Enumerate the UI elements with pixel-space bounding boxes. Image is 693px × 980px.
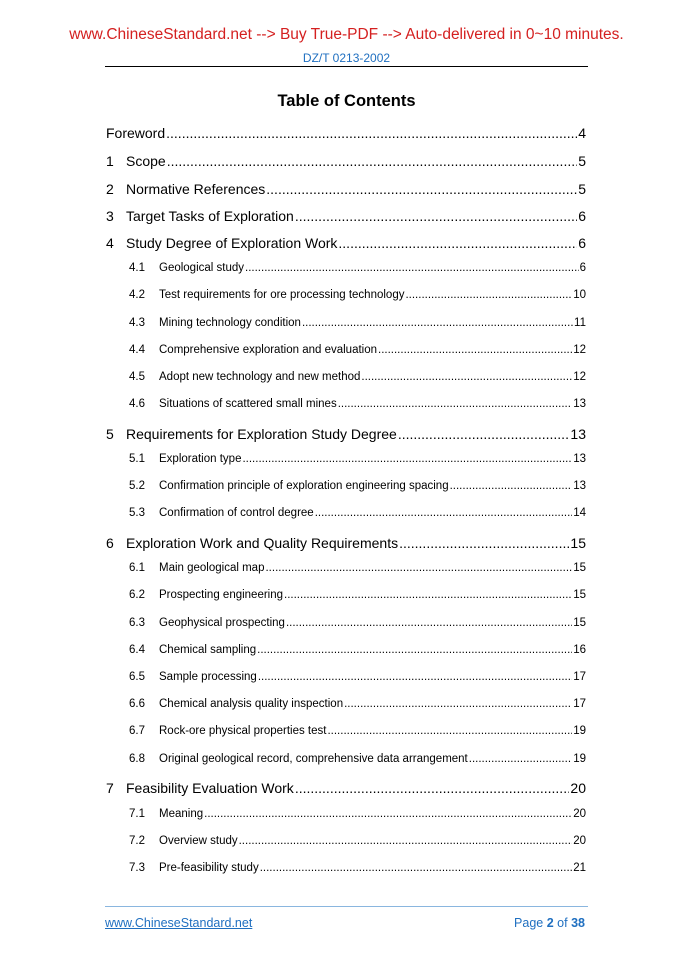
toc-dot-leader [338,235,577,251]
toc-entry-number: 1 [106,153,114,169]
toc-entry-page: 10 [573,289,586,301]
toc-entry-page: 4 [578,125,586,141]
toc-entry-number: 5.2 [129,480,145,492]
toc-entry-number: 6.5 [129,671,145,683]
toc-entry-number: 4.1 [129,262,145,274]
toc-entry-page: 19 [573,753,586,765]
toc-entry-number: 7.1 [129,808,145,820]
toc-entry-label: Requirements for Exploration Study Degree [126,426,397,442]
toc-entry-number: 5.3 [129,507,145,519]
toc-entry[interactable] [106,507,586,519]
toc-entry-page: 15 [570,535,586,551]
toc-entry-label: Geological study [159,262,245,274]
toc-entry-page: 13 [573,398,586,410]
toc-entry-page: 13 [573,453,586,465]
toc-entry-number: 5.1 [129,453,145,465]
toc-entry[interactable] [106,808,586,820]
toc-title: Table of Contents [277,92,416,110]
toc-entry[interactable] [106,835,586,847]
toc-entry[interactable] [106,780,586,796]
toc-entry-number: 6 [106,535,114,551]
toc-entry-page: 5 [578,181,586,197]
toc-entry-number: 3 [106,208,114,224]
toc-entry-number: 6.1 [129,562,145,574]
toc-entry[interactable] [106,289,586,301]
toc-entry-label: Feasibility Evaluation Work [126,780,294,796]
toc-entry[interactable] [106,344,586,356]
toc-entry-page: 11 [574,317,586,329]
toc-entry-page: 6 [578,208,586,224]
toc-dot-leader [361,371,572,383]
toc-entry-label: Pre-feasibility study [159,862,259,874]
toc-entry-number: 4.5 [129,371,145,383]
toc-entry-page: 15 [573,589,586,601]
toc-entry-page: 17 [573,671,586,683]
toc-entry-number: 2 [106,181,114,197]
toc-entry-label: Chemical sampling [159,644,257,656]
toc-entry[interactable] [106,371,586,383]
toc-entry-label: Sample processing [159,671,257,683]
toc-entry-label: Comprehensive exploration and evaluation [159,344,378,356]
toc-entry-label: Scope [126,153,166,169]
toc-dot-leader [284,589,572,601]
page-of: of [557,916,568,930]
toc-dot-leader [295,780,570,796]
toc-entry-label: Exploration type [159,453,242,465]
toc-entry-label: Study Degree of Exploration Work [126,235,338,251]
toc-entry-label: Meaning [159,808,204,820]
toc-dot-leader [257,644,572,656]
toc-entry[interactable] [106,235,586,251]
toc-entry[interactable] [106,589,586,601]
toc-entry-number: 4 [106,235,114,251]
toc-dot-leader [405,289,572,301]
toc-entry-label: Adopt new technology and new method [159,371,361,383]
toc-entry-number: 6.7 [129,725,145,737]
toc-entry[interactable] [106,725,586,737]
page-current: 2 [546,916,554,930]
toc-entry-page: 20 [573,835,586,847]
toc-dot-leader [239,835,573,847]
toc-dot-leader [295,208,577,224]
toc-dot-leader [286,617,572,629]
toc-entry-page: 6 [579,262,586,274]
toc-entry[interactable] [106,125,586,141]
toc-entry-label: Overview study [159,835,238,847]
toc-entry-page: 12 [573,371,586,383]
toc-entry-label: Test requirements for ore processing technology [159,289,405,301]
toc-entry[interactable] [106,262,586,274]
toc-entry-label: Situations of scattered small mines [159,398,337,410]
toc-entry-number: 6.6 [129,698,145,710]
toc-entry-label: Confirmation of control degree [159,507,314,519]
toc-entry[interactable] [106,426,586,442]
toc-entry[interactable] [106,562,586,574]
toc-entry-number: 4.3 [129,317,145,329]
toc-entry-page: 15 [573,562,586,574]
toc-entry[interactable] [106,535,586,551]
toc-entry[interactable] [106,753,586,765]
toc-entry-page: 20 [573,808,586,820]
toc-entry-number: 7.3 [129,862,145,874]
toc-entry[interactable] [106,480,586,492]
toc-dot-leader [344,698,572,710]
toc-entry[interactable] [106,153,586,169]
toc-dot-leader [399,535,569,551]
standard-code: DZ/T 0213-2002 [302,51,391,65]
toc-entry-page: 14 [573,507,586,519]
toc-dot-leader [266,181,577,197]
promo-banner[interactable]: www.ChineseStandard.net --> Buy True-PDF --> Auto-delivered in 0~10 minutes. [69,26,624,43]
toc-entry-number: 7 [106,780,114,796]
toc-entry-number: 6.4 [129,644,145,656]
toc-entry[interactable] [106,317,586,329]
page-total: 38 [571,916,585,930]
toc-dot-leader [398,426,570,442]
toc-entry-label: Confirmation principle of exploration engineering spacing [159,480,449,492]
toc-entry[interactable] [106,181,586,197]
toc-entry-number: 4.4 [129,344,145,356]
toc-dot-leader [204,808,572,820]
toc-dot-leader [327,725,572,737]
toc-entry[interactable] [106,862,586,874]
toc-entry-page: 13 [570,426,586,442]
toc-entry-page: 21 [573,862,586,874]
toc-dot-leader [166,125,577,141]
toc-entry-label: Mining technology condition [159,317,301,329]
toc-entry-label: Exploration Work and Quality Requirements [126,535,399,551]
toc-entry-page: 5 [578,153,586,169]
toc-entry-number: 4.6 [129,398,145,410]
toc-entry-label: Main geological map [159,562,265,574]
toc-entry-label: Target Tasks of Exploration [126,208,294,224]
toc-entry[interactable] [106,698,586,710]
toc-entry[interactable] [106,644,586,656]
toc-entry[interactable] [106,617,586,629]
page-label: Page [514,916,544,930]
toc-entry[interactable] [106,671,586,683]
toc-dot-leader [265,562,572,574]
toc-entry-label: Original geological record, comprehensive data arrangement [159,753,468,765]
footer-site-link[interactable]: www.ChineseStandard.net [105,916,253,930]
toc-dot-leader [338,398,573,410]
toc-entry-label: Chemical analysis quality inspection [159,698,344,710]
toc-entry-number: 6.3 [129,617,145,629]
toc-entry-label: Prospecting engineering [159,589,284,601]
toc-dot-leader [469,753,572,765]
toc-entry-page: 12 [573,344,586,356]
toc-dot-leader [167,153,578,169]
toc-dot-leader [260,862,572,874]
toc-entry-number: 6.2 [129,589,145,601]
toc-dot-leader [378,344,572,356]
toc-entry[interactable] [106,453,586,465]
toc-entry[interactable] [106,208,586,224]
toc-entry-page: 19 [573,725,586,737]
toc-entry-number: 6.8 [129,753,145,765]
toc-entry-number: 7.2 [129,835,145,847]
toc-entry-label: Geophysical prospecting [159,617,285,629]
page-indicator [514,916,585,930]
toc-dot-leader [315,507,573,519]
toc-entry-number: 4.2 [129,289,145,301]
toc-entry-page: 20 [570,780,586,796]
toc-entry-page: 17 [573,698,586,710]
toc-entry-label: Normative References [126,181,266,197]
toc-dot-leader [242,453,572,465]
footer-divider [105,906,588,907]
toc-dot-leader [450,480,573,492]
toc-entry-label: Rock-ore physical properties test [159,725,327,737]
toc-entry-page: 6 [578,235,586,251]
toc-entry-page: 15 [573,617,586,629]
toc-entry-page: 16 [573,644,586,656]
toc-dot-leader [258,671,572,683]
toc-entry-number: 5 [106,426,114,442]
header-divider [105,66,588,67]
toc-dot-leader [302,317,573,329]
toc-entry-page: 13 [573,480,586,492]
toc-entry-label: Foreword [106,125,166,141]
toc-entry[interactable] [106,398,586,410]
toc-dot-leader [245,262,579,274]
